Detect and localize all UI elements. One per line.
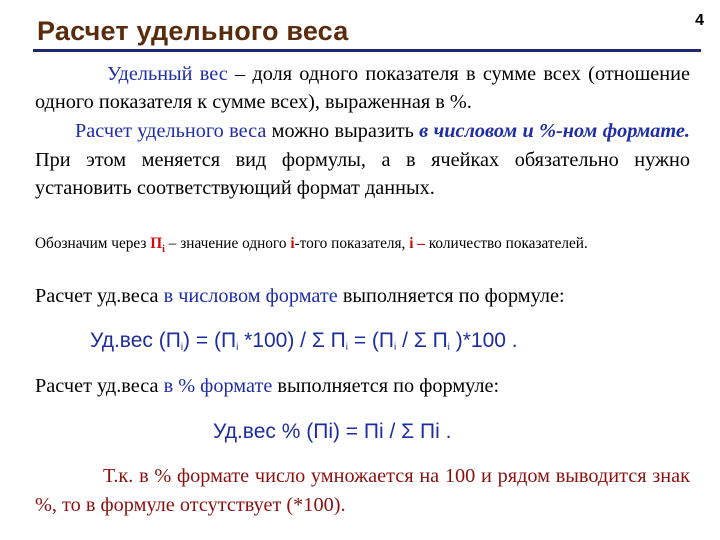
calc-formats-emphasis: в числовом и %-ном формате. [419, 120, 690, 142]
note-text: Т.к. в % формате число умножается на 100 и рядом выводится знак %, то в формуле отсутствует (*100). [35, 465, 690, 516]
symbol-p-subscript: i [162, 244, 165, 256]
page-number: 4 [695, 12, 704, 29]
notation-text-2: – значение одного [164, 235, 291, 252]
definition-paragraph [35, 60, 690, 116]
numeric-rest: выполняется по формуле: [337, 285, 565, 307]
symbol-i-count: i [409, 235, 414, 252]
fn-part-e: / Σ П [396, 329, 448, 352]
calc-lead: Расчет удельного веса [75, 120, 267, 142]
note-paragraph [35, 462, 690, 519]
notation-text-4: количество показателей. [424, 235, 588, 252]
fn-part-f: )*100 . [449, 329, 518, 352]
fn-part-a: Уд.вес (П [90, 329, 181, 352]
numeric-format-label: в числовом формате [163, 285, 338, 307]
calc-rest: При этом меняется вид формулы, а в ячейках обязательно нужно установить соответствующий формат данных. [35, 148, 690, 199]
slide-title: Расчет удельного веса [37, 16, 349, 46]
fn-sub-5: i [447, 342, 450, 353]
percent-format-line [35, 372, 499, 400]
numeric-lead: Расчет уд.веса [35, 285, 164, 307]
calc-mid: можно выразить [266, 120, 420, 142]
term-specific-weight: Удельный вес [107, 63, 228, 85]
fn-part-d: = (П [347, 329, 395, 352]
fn-part-b: ) = (П [183, 329, 237, 352]
formats-paragraph [35, 117, 690, 203]
notation-dash: – [413, 235, 425, 252]
fn-sub-3: i [345, 342, 348, 353]
fn-sub-2: i [236, 342, 239, 353]
symbol-p: П [150, 235, 163, 252]
fn-part-c: *100) / Σ П [238, 329, 346, 352]
notation-paragraph [35, 232, 690, 262]
fn-sub-1: i [180, 342, 184, 353]
definition-text: – доля одного показателя в сумме всех (отношение одного показателя к сумме всех), выраженная в %. [35, 63, 690, 113]
notation-text-1: Обозначим через [35, 235, 151, 252]
fn-sub-4: i [394, 342, 397, 353]
numeric-format-line [35, 282, 565, 310]
formula-percent: Уд.вес % (Пi) = Пi / Σ Пi . [213, 420, 452, 443]
notation-text-3: -того показателя, [294, 235, 410, 252]
formula-numeric [90, 327, 518, 362]
percent-rest: выполняется по формуле: [272, 375, 500, 397]
symbol-i: i [290, 235, 295, 252]
percent-lead: Расчет уд.веса [35, 375, 164, 397]
percent-format-label: в % формате [163, 375, 273, 397]
title-underline [33, 49, 701, 52]
